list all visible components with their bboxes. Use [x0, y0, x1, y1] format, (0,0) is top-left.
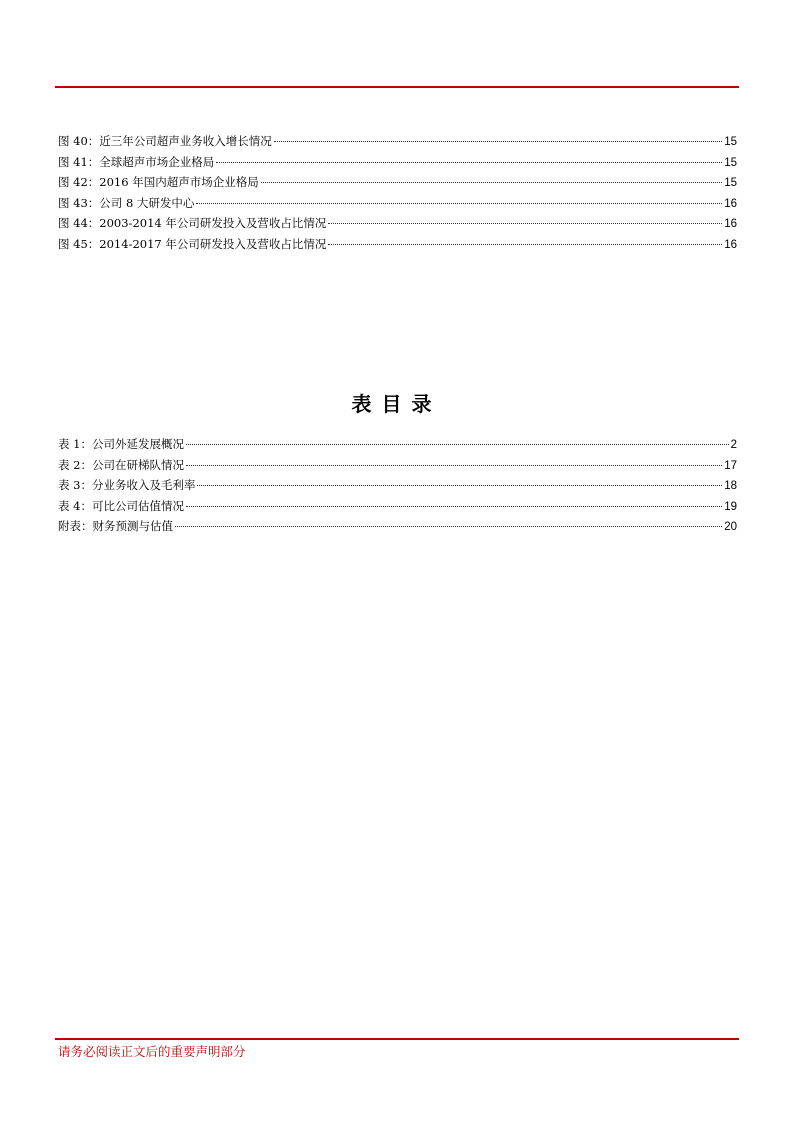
toc-entry-table-4[interactable] [58, 496, 737, 517]
dot-leader [196, 203, 722, 204]
toc-entry-table-1[interactable] [58, 434, 737, 455]
dot-leader [186, 465, 722, 466]
dot-leader [328, 223, 722, 224]
header-rule [55, 86, 739, 88]
toc-entry-label: 表 4：可比公司估值情况 [58, 498, 184, 513]
toc-entry-page: 20 [724, 521, 737, 533]
figures-toc [58, 131, 737, 254]
toc-entry-page: 15 [724, 177, 737, 189]
tables-toc-heading: 表目录 [351, 392, 442, 416]
toc-entry-label: 图 44：2003-2014 年公司研发投入及营收占比情况 [58, 216, 327, 230]
toc-entry-label: 表 1：公司外延发展概况 [58, 437, 184, 451]
toc-entry-label: 图 45：2014-2017 年公司研发投入及营收占比情况 [58, 236, 327, 251]
dot-leader [216, 162, 722, 163]
toc-entry-appendix[interactable] [58, 516, 737, 537]
dot-leader [186, 506, 722, 507]
dot-leader [261, 182, 722, 183]
toc-entry-page: 16 [724, 238, 737, 251]
toc-entry-figure-43[interactable] [58, 193, 737, 214]
toc-entry-figure-42[interactable] [58, 172, 737, 193]
toc-entry-label: 图 43：公司 8 大研发中心 [58, 195, 195, 210]
toc-entry-table-3[interactable] [58, 475, 737, 496]
toc-entry-page: 19 [724, 500, 737, 513]
toc-entry-label: 附表：财务预测与估值 [58, 519, 173, 533]
toc-entry-page: 16 [724, 197, 737, 210]
toc-entry-figure-40[interactable] [58, 131, 737, 152]
dot-leader [175, 526, 722, 527]
toc-entry-page: 2 [730, 439, 737, 451]
toc-entry-figure-41[interactable] [58, 152, 737, 173]
tables-toc [58, 434, 737, 537]
dot-leader [186, 444, 729, 445]
toc-entry-label: 表 3：分业务收入及毛利率 [58, 478, 196, 492]
toc-entry-figure-45[interactable] [58, 234, 737, 255]
toc-entry-table-2[interactable] [58, 455, 737, 476]
toc-entry-page: 18 [724, 480, 737, 492]
toc-entry-label: 图 40：近三年公司超声业务收入增长情况 [58, 134, 272, 148]
toc-entry-page: 16 [724, 218, 737, 230]
toc-entry-page: 15 [724, 136, 737, 148]
dot-leader [328, 244, 722, 245]
toc-entry-label: 图 41：全球超声市场企业格局 [58, 154, 215, 169]
toc-entry-page: 17 [724, 459, 737, 472]
toc-entry-label: 表 2：公司在研梯队情况 [58, 457, 184, 472]
toc-entry-figure-44[interactable] [58, 213, 737, 234]
toc-entry-page: 15 [724, 156, 737, 169]
footer-rule [55, 1038, 739, 1040]
dot-leader [274, 141, 722, 142]
dot-leader [197, 485, 722, 486]
footer-disclaimer: 请务必阅读正文后的重要声明部分 [58, 1044, 246, 1059]
toc-entry-label: 图 42：2016 年国内超声市场企业格局 [58, 175, 259, 189]
